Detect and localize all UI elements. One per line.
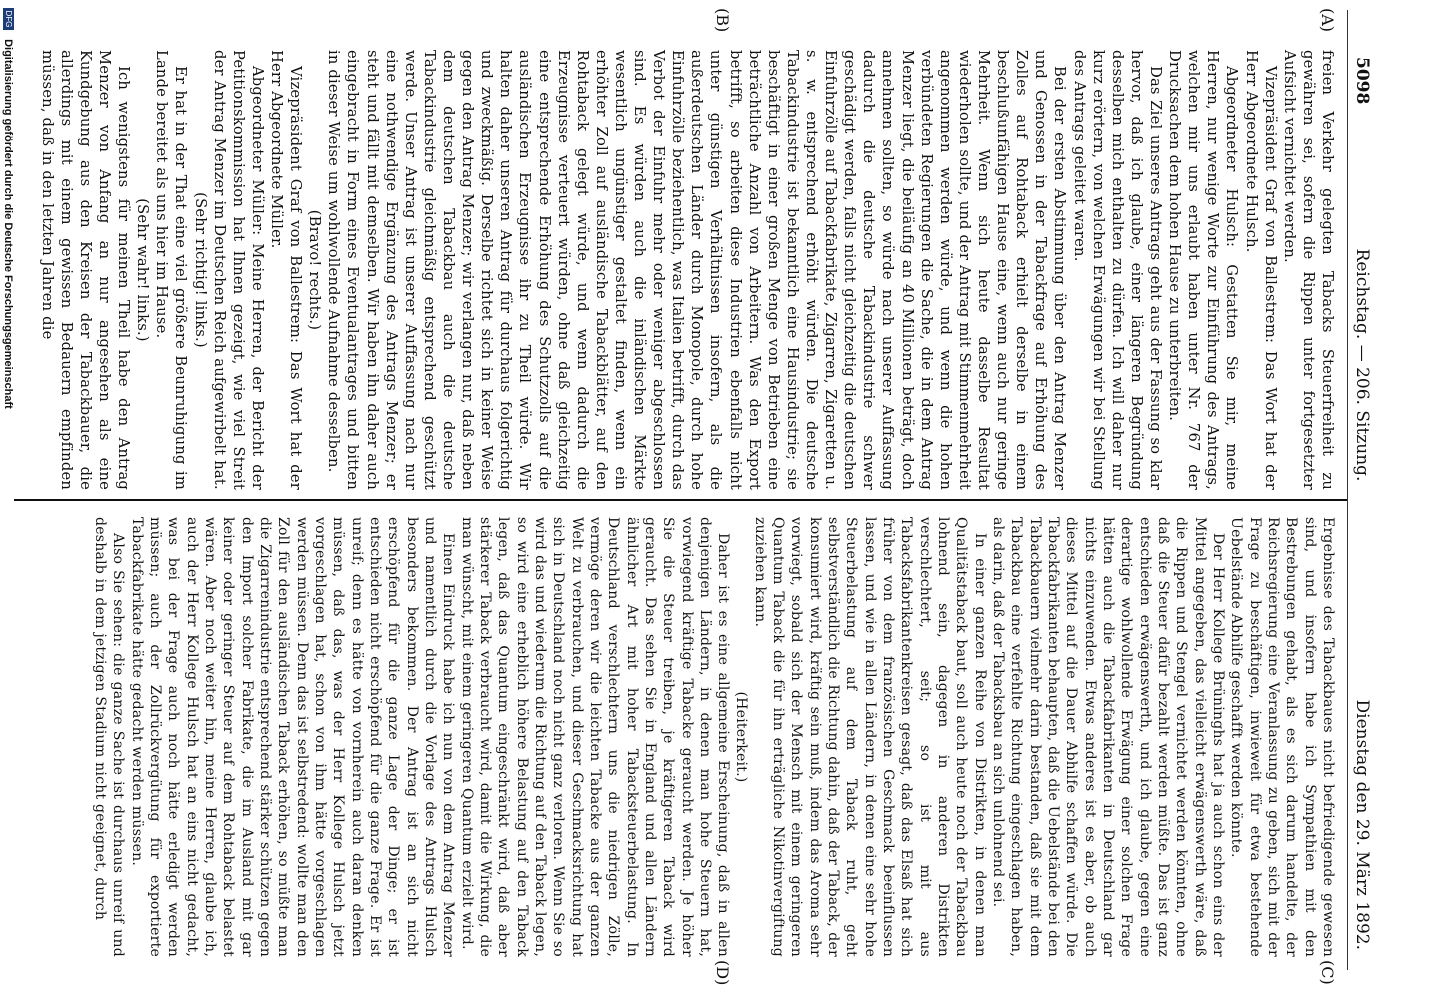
paragraph: Daher ist es eine allgemeine Erscheinung, daß in allen denjenigen Ländern, in denen man hohe Steuern hat, vorwiegend kräftige Tabacke geraucht werden. Je höher Sie die Steuer treiben, je kräftigeren Taback wird geraucht. Das sehen Sie in England und allen Ländern ähnlicher Art mit hoher Tabacksteuerbelastung. In Deutschland verschlechtern uns die niedrigen Zölle, vermöge deren wir die leichten Tabacke aus der ganzen Welt zu verbrauchen, und dieser Geschmacksrichtung hat sich in Deutschland noch nicht ganz verloren. Wenn Sie so wird das und wiederum die Richtung auf den Taback legen, so wird eine erheblich höhere Belastung auf den Taback legen, daß das Quantum eingeschränkt wird, daß aber stärkerer Taback verbraucht wird, damit die Wirkung, die man wünscht, mit einem geringeren Quantum erzielt wird. xyxy=(458,517,732,957)
paragraph: Das Ziel unseres Antrags geht aus der Fassung so klar hervor, daß ich glaube, einer längeren Begründung desselben mich enthalten zu dürfen. Ich will daher nur kurz erörtern, von welchen Erwägungen wir bei Stellung des Antrags geleitet waren. xyxy=(1070,50,1165,490)
interjection: (Sehr richtig! links.) xyxy=(191,192,209,348)
dfg-logo: DFG xyxy=(3,8,14,30)
page-header xyxy=(1350,45,1374,950)
header-rule xyxy=(1347,10,1348,970)
page-number: 5098 xyxy=(1352,57,1372,105)
paragraph: Vizepräsident Graf von Ballestrem: Das Wort hat der Herr Abgeordnete Hulsch. xyxy=(1242,50,1279,490)
paragraph: Vizepräsident Graf von Ballestrem: Das Wort hat der Herr Abgeordnete Müller. xyxy=(267,50,305,490)
interjection: (Bravo! rechts.) xyxy=(306,209,324,331)
paragraph: In einer ganzen Reihe von Distrikten, in denen man Qualitätstaback baut, soll auch heute noch der Tabackbau lohnend sein, dagegen in anderen Distrikten verschlechtert, seit; so ist mit aus Tabacksfabrikantenkreisen gesagt, daß das Elsaß hat sich früher von dem französischen Geschmack beeinflussen lassen, und wie in allen Ländern, in denen eine sehr hohe Steuerbelastung auf dem Taback ruht, geht selbstverständlich die Richtung dahin, daß der Taback, der konsumiert wird, kräftig sein muß, indem das Aroma sehr vorwiegt, sobald sich der Mensch mit einem geringeren Quantum Taback die für ihn erträgliche Nikotinvergiftung zuziehen kann. xyxy=(751,517,988,957)
paragraph: Der Herr Kollege Brüninghs hat ja auch schon eins der Mittel angegeben, das vielleicht erwägenswerth wäre, daß die Rippen und Stengel vernichtet werden könnten, ohne daß die Steuer dafür bezahlt werden müßte. Das ist ganz entschieden erwägenswerth, und ich glaube, gegen eine derartige wohlwollende Erwägung einer solchen Frage hätten auch die Tabackfabrikanten in Deutschland gar nichts einzuwenden. Etwas anderes ist es aber, ob auch dieses Mittel auf die Dauer Abhilfe schaffen würde. Die Tabackfabrikanten behaupten, daß die Uebelstände bei den Tabackbauern vielmehr darin bestanden, daß sie mit dem Tabackbau eine verfehlte Richtung eingeschlagen haben, als darin, daß der Tabacksbau an sich unlohnend sei. xyxy=(990,517,1227,957)
paragraph: Einen Eindruck habe ich nun von dem Antrag Menzer und namentlich durch die Vorlage des Antrags Hulsch besonders bekommen. Der Antrag ist an sich nicht erschöpfend für die ganze Lage der Dinge; er ist entschieden nicht erschöpfend für die ganze Frage. Er ist unreif; denn es hätte von vornherein auch daran denken müssen, daß das, was der Herr Kollege Hulsch jetzt vorgeschlagen hat, schon von ihm hätte vorgeschlagen werden müssen. Denn das ist selbstredend: wollte man den Zoll für den ausländischen Taback erhöhen, so müßte man die Zigarrenindustrie entsprechend stärker schützen gegen den Import solcher Fabrikate, die im Ausland mit gar keiner oder geringer Steuer auf dem Rohtaback belastet wären. Aber noch weiter hin, meine Herren, glaube ich, auch der Herr Kollege Hulsch hat an eins nicht gedacht, was bei der Frage auch noch hätte erledigt werden müssen; auch der Zollrückvergütung für exportierte Tabackfabrikate hätte gedacht werden müssen. xyxy=(128,517,457,957)
paragraph: Also Sie sehen: die ganze Sache ist durchaus unreif und deshalb in dem jetzigen Stadium nicht geeignet, durch xyxy=(92,517,127,957)
digitization-credit xyxy=(0,0,16,1000)
paragraph: Bei der ersten Abstimmung über den Antrag Menzer und Genossen in der Tabackfrage auf Erhöhung des Zolles auf Rohtaback erhielt derselbe in einem beschlußunfähigen Hause eine, wenn auch nur geringe Mehrheit. Wenn sich heute dasselbe Resultat wiederholen sollte, und der Antrag mit Stimmenmehrheit angenommen werden würde, und wenn die hohen verbündeten Regierungen die Sache, die in dem Antrag Menzer liegt, die beiläufig an 40 Millionen beträgt, doch annehmen sollten, so würde nach unserer Auffassung dadurch die deutsche Tabackindustrie schwer geschädigt werden, falls nicht gleichzeitig die deutschen Einfuhrzölle auf Tabackfabrikate, Zigarren, Zigaretten u. s. w. entsprechend erhöht würden. Die deutsche Tabackindustrie ist bekanntlich eine Hausindustrie; sie beschäftigt in einer großen Menge von Betrieben eine beträchtliche Anzahl von Arbeitern. Was den Export betrifft, so arbeiten diese Industrien ebenfalls nicht unter günstigen Verhältnissen insofern, als die außerdeutschen Länder durch Monopole, durch hohe Einfuhrzölle beziehentlich, was Italien betrifft, durch das Verbot der Einfuhr mehr oder weniger abgeschlossen sind. Es würden auch die inländischen Märkte wesentlich ungünstiger gestaltet finden, wenn ein erhöhter Zoll auf ausländische Tabackblätter, auf den Rohtaback gelegt würde, und wenn dadurch die Erzeugnisse verteuert würden, ohne daß gleichzeitig eine entsprechende Erhöhung des Schutzzolls auf die ausländischen Erzeugnisse ihr zu Theil würde. Wir halten daher unseren Antrag für durchaus folgerichtig und zweckmäßig. Derselbe richtet sich in keiner Weise gegen den Antrag Menzer; wir verlangen nur, daß neben dem deutschen Tabackbau auch die deutsche Tabackindustrie gleichmäßig entsprechend geschützt werde. Unser Antrag ist unserer Auffassung nach nur eine nothwendige Ergänzung des Antrags Menzer; er steht und fällt mit demselben. Wir haben ihn daher auch eingebracht in Form eines Eventualantrages und bitten in dieser Weise um wohlwollende Aufnahme desselben. xyxy=(325,50,1069,490)
interjection: (Heiterkeit.) xyxy=(733,691,750,783)
paragraph: Er hat in der That eine viel größere Beunruhigung im Lande bereitet als uns hier im Hause. xyxy=(153,50,190,490)
paragraph: freien Verkehr gelegten Tabacks Steuerfreiheit zu gewähren sei, sofern die Rippen unter fortgesetzter Aufsicht vernichtet werden. xyxy=(1280,50,1336,490)
running-title: Reichstag. — 206. Sitzung. xyxy=(1352,248,1372,482)
right-text-column xyxy=(91,517,1337,957)
column-divider xyxy=(14,499,1347,501)
paragraph: Abgeordneter Hulsch: Gestatten Sie mir, meine Herren, nur wenige Worte zur Einführung des Antrags, welchen mir uns erlaubt haben unter Nr. 767 der Drucksachen dem hohen Hause zu unterbreiten. xyxy=(1166,50,1241,490)
margin-mark-a: (A) xyxy=(1318,8,1337,33)
paragraph: Abgeordneter Müller: Meine Herren, der Bericht der Petitionskommission hat Ihnen gezeigt, wie viel Streit der Antrag Menzer im Deutschen Reich aufgewirbelt hat. xyxy=(210,50,266,490)
credit-text: Digitalisierung gefördert durch die Deutsche Forschungsgemeinschaft xyxy=(2,39,14,409)
margin-mark-b: (B) xyxy=(713,8,732,33)
interjection: (Sehr wahr! links.) xyxy=(134,198,152,342)
paragraph: Ich wenigstens für meinen Theil habe den Antrag Menzer von Anfang an nur angesehen als eine Kundgebung aus den Kreisen der Tabackbauer, die allerdings mit einem gewissen Bedauern empfinden müssen, daß in den letzten Jahren die xyxy=(38,50,133,490)
paragraph: Ergebnisse des Tabackbaues nicht befriedigende gewesen sind, und insofern habe ich Sympathien mit den Bestrebungen gehabt, als es sich darum handelte, der Reichsregierung eine Veranlassung zu geben, sich mit der Frage zu beschäftigen, inwieweit für etwa bestehende Uebelstände Abhilfe geschafft werden könnte. xyxy=(1228,517,1336,957)
margin-mark-d: (D) xyxy=(713,960,732,986)
session-date: Dienstag den 29. März 1892. xyxy=(1352,699,1372,950)
margin-mark-c: (C) xyxy=(1318,960,1337,985)
left-text-column xyxy=(38,50,1337,490)
